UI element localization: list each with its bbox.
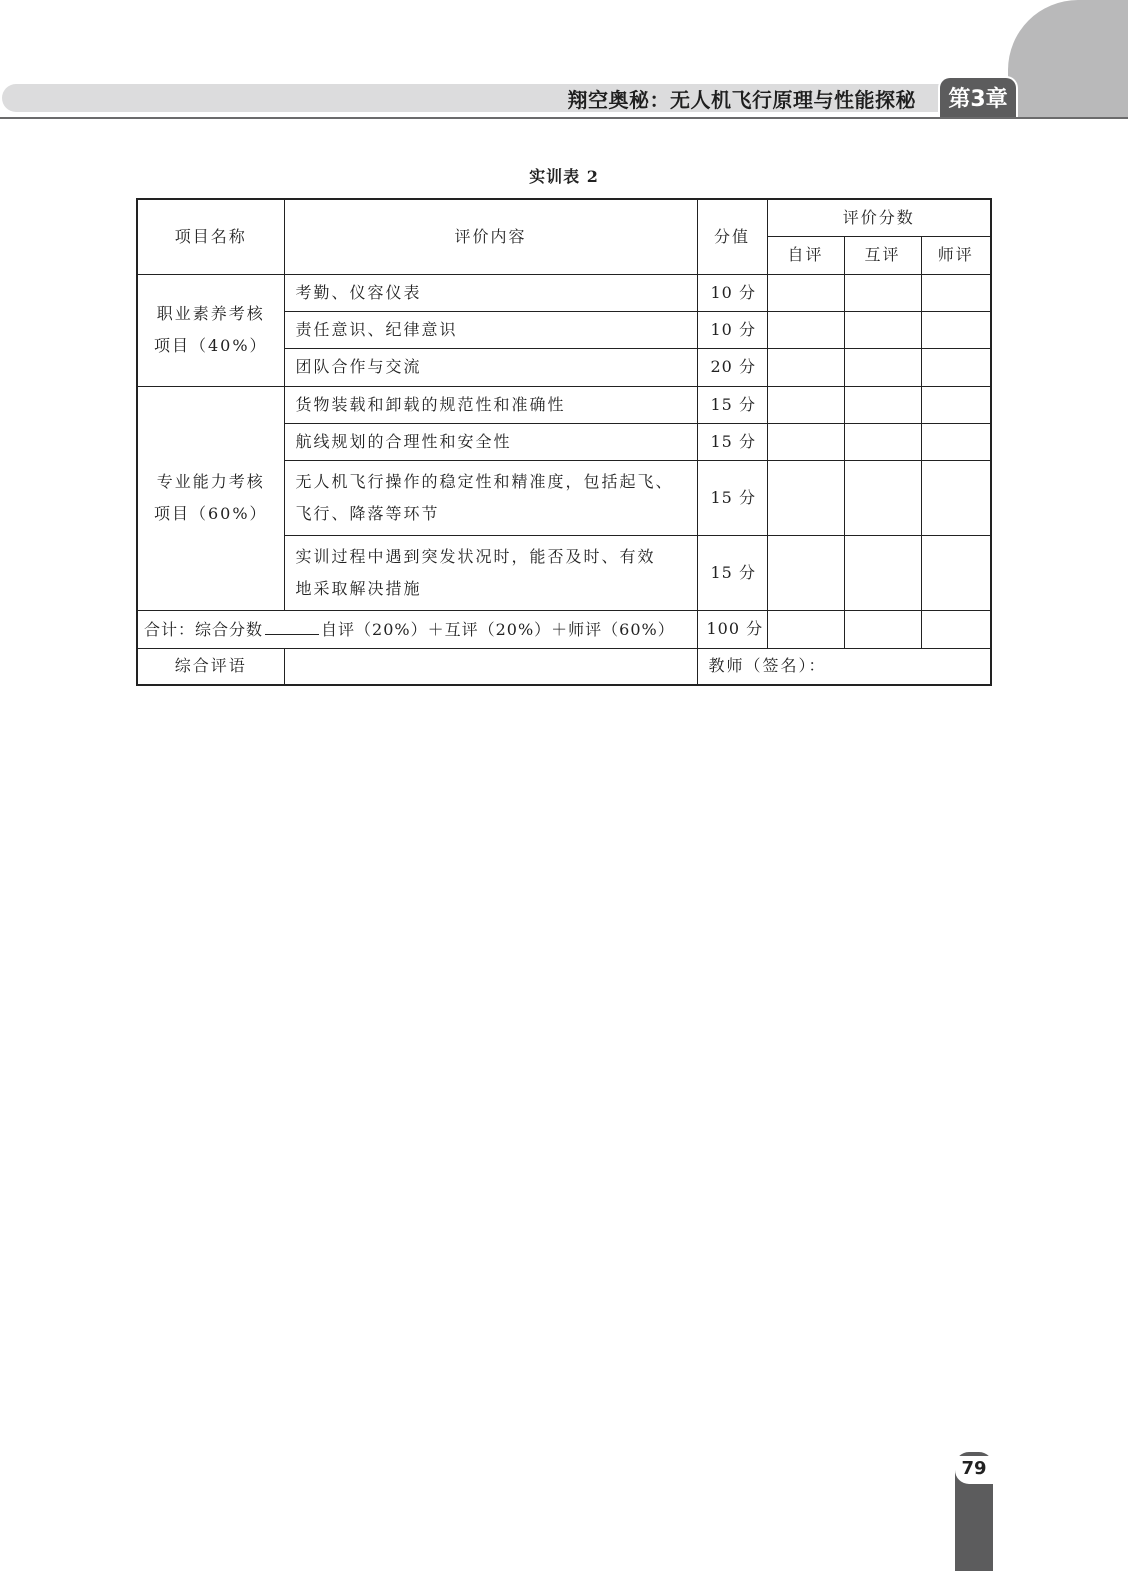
- header-peer: 互评: [844, 236, 921, 274]
- total-formula-cell: [137, 610, 697, 648]
- self-score-cell: [767, 535, 844, 610]
- header-points: 分值: [697, 199, 767, 274]
- peer-score-cell: [844, 311, 921, 348]
- total-points: 100 分: [697, 610, 767, 648]
- row-content: 责任意识、纪律意识: [284, 311, 697, 348]
- self-score-cell: [767, 311, 844, 348]
- row-points: 15 分: [697, 386, 767, 423]
- row-points: 15 分: [697, 423, 767, 460]
- peer-score-cell: [844, 348, 921, 386]
- row-content-line: 实训过程中遇到突发状况时，能否及时、有效: [295, 546, 656, 566]
- header-project: 项目名称: [137, 199, 284, 274]
- row-content-line: 地采取解决措施: [295, 578, 422, 598]
- self-score-cell: [767, 348, 844, 386]
- peer-score-cell: [844, 535, 921, 610]
- row-content: [284, 460, 697, 535]
- group-name-line: 职业素养考核: [156, 304, 265, 323]
- self-score-cell: [767, 274, 844, 311]
- group-name-professional-quality: [137, 274, 284, 386]
- comment-label: 综合评语: [137, 648, 284, 685]
- header-tab-background: [1008, 0, 1128, 118]
- teacher-signature: 教师（签名）：: [697, 648, 991, 685]
- page-number: 79: [955, 1456, 993, 1484]
- total-row: [137, 610, 991, 648]
- self-score-cell: [767, 386, 844, 423]
- teacher-score-cell: [921, 535, 991, 610]
- row-points: 10 分: [697, 274, 767, 311]
- group-name-line: 专业能力考核: [156, 472, 265, 491]
- row-points: 20 分: [697, 348, 767, 386]
- header-row-top: [137, 199, 991, 236]
- row-content: [284, 535, 697, 610]
- row-content: 货物装载和卸载的规范性和准确性: [284, 386, 697, 423]
- peer-score-cell: [844, 460, 921, 535]
- teacher-score-cell: [921, 311, 991, 348]
- teacher-score-cell: [921, 386, 991, 423]
- comment-cell: [284, 648, 697, 685]
- group-name-line: 项目（60%）: [153, 504, 268, 523]
- row-content-line: 无人机飞行操作的稳定性和精准度，包括起飞、: [295, 471, 674, 491]
- row-content: 考勤、仪容仪表: [284, 274, 697, 311]
- total-formula: 自评（20%）＋互评（20%）＋师评（60%）: [321, 620, 675, 639]
- teacher-score-cell: [921, 348, 991, 386]
- total-prefix: 合计：综合分数: [144, 620, 264, 639]
- peer-score-cell: [844, 386, 921, 423]
- row-points: 15 分: [697, 535, 767, 610]
- row-content: 航线规划的合理性和安全性: [284, 423, 697, 460]
- total-score-blank: [265, 618, 319, 635]
- group-name-professional-ability: [137, 386, 284, 610]
- header-content: 评价内容: [284, 199, 697, 274]
- peer-score-cell: [844, 610, 921, 648]
- group-name-line: 项目（40%）: [153, 336, 268, 355]
- teacher-score-cell: [921, 610, 991, 648]
- teacher-score-cell: [921, 460, 991, 535]
- comment-row: [137, 648, 991, 685]
- table-caption: 实训表 2: [529, 167, 599, 186]
- teacher-score-cell: [921, 274, 991, 311]
- row-content-line: 飞行、降落等环节: [295, 503, 440, 523]
- row-points: 10 分: [697, 311, 767, 348]
- evaluation-table: [136, 198, 992, 686]
- chapter-badge: 第3章: [938, 76, 1018, 118]
- header-score-group: 评价分数: [767, 199, 991, 236]
- self-score-cell: [767, 610, 844, 648]
- peer-score-cell: [844, 423, 921, 460]
- header-self: 自评: [767, 236, 844, 274]
- self-score-cell: [767, 423, 844, 460]
- header-teacher: 师评: [921, 236, 991, 274]
- header-divider: [0, 117, 1128, 119]
- peer-score-cell: [844, 274, 921, 311]
- table-row: [137, 386, 991, 423]
- row-points: 15 分: [697, 460, 767, 535]
- table-row: [137, 274, 991, 311]
- row-content: 团队合作与交流: [284, 348, 697, 386]
- teacher-score-cell: [921, 423, 991, 460]
- self-score-cell: [767, 460, 844, 535]
- book-title: 翔空奥秘：无人机飞行原理与性能探秘: [567, 88, 916, 112]
